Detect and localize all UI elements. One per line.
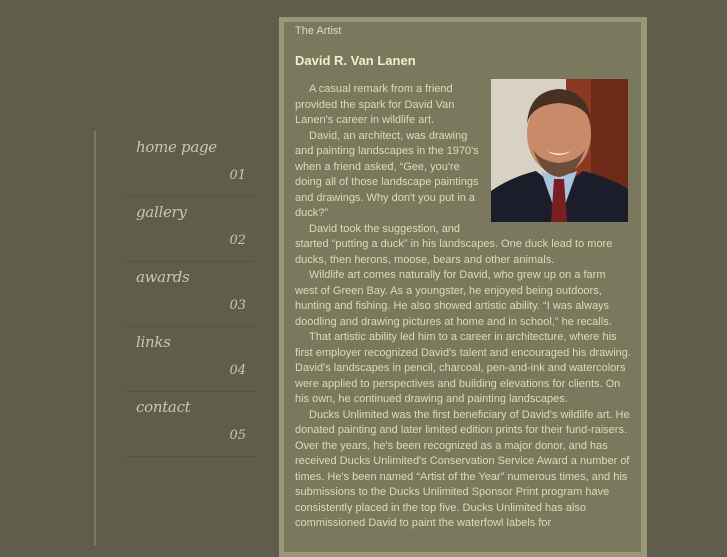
paragraph: Wildlife art comes naturally for David, who grew up on a farm west of Green Bay. As a youngster, he enjoyed being outdoors, hunting and fishing. He also showed artistic ability. “I was always doodling and drawing pictures at home and in school,” he recalls. (295, 269, 612, 328)
section-label: The Artist (295, 25, 342, 37)
nav-item-contact[interactable] (125, 392, 255, 457)
nav-item-links[interactable] (125, 327, 255, 392)
nav-item-awards[interactable] (125, 262, 255, 327)
nav-label: awards (136, 268, 190, 286)
nav-label: links (136, 333, 171, 351)
nav-item-gallery[interactable] (125, 197, 255, 262)
nav-number: 03 (229, 298, 246, 313)
paragraph: That artistic ability led him to a career in architecture, where his first employer recognized David's talent and encouraged his drawing. David's landscapes in pencil, charcoal, pen-and-ink and watercolors were applied to perspectives and building elevations for clients. On his own, he continued drawing and painting landscapes. (295, 331, 631, 405)
nav-number: 05 (229, 428, 246, 443)
paragraph: David, an architect, was drawing and painting landscapes in the 1970's when a friend asked, “Gee, you're doing all of those landscape paintings and drawings. Why don't you put in a duck?” (295, 129, 479, 219)
nav-number: 01 (229, 168, 246, 183)
nav-number: 04 (229, 363, 246, 378)
nav-label: contact (136, 398, 191, 416)
sidebar-divider-line (94, 131, 96, 545)
paragraph: Ducks Unlimited was the first beneficiary of David's wildlife art. He donated painting and later limited edition prints for their fund-raisers. Over the years, he's been recognized as a major donor, and has received Ducks Unlimited's Conservation Service Award a number of times. He's been named “Artist of the Year” numerous times, and his submissions to the Ducks Unlimited Sponsor Print program have consistently placed in the top five. Ducks Unlimited has also commissioned David to paint the waterfowl labels for (295, 408, 630, 529)
photo-spacer (487, 82, 631, 222)
nav-label: gallery (136, 203, 187, 221)
main-navigation (125, 132, 255, 457)
nav-item-home-page[interactable] (125, 132, 255, 197)
article-body (295, 82, 631, 532)
page-title: David R. Van Lanen (295, 53, 416, 68)
nav-number: 02 (229, 233, 246, 248)
paragraph: A casual remark from a friend provided the spark for David Van Lanen's career in wildlife art. (295, 83, 455, 126)
nav-label: home page (136, 138, 217, 156)
paragraph: David took the suggestion, and started “putting a duck” in his landscapes. One duck lead to more ducks, then herons, moose, bears and other animals. (295, 222, 613, 266)
